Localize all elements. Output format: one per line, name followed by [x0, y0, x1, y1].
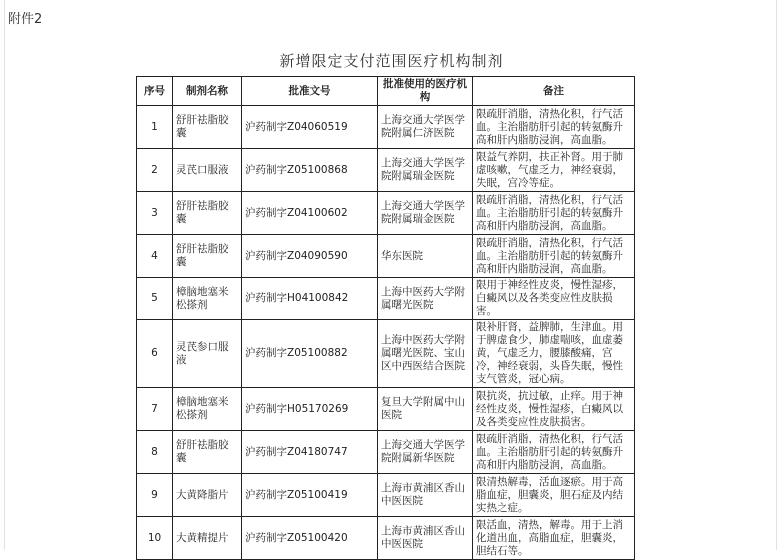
cell-note: 限用于神经性皮炎，慢性湿疹，白癜风以及各类变应性皮肤损害。 — [473, 278, 635, 320]
table-row — [137, 235, 635, 278]
table-row — [137, 388, 635, 431]
cell-note: 限疏肝消脂，清热化积，行气活血。主治脂肪肝引起的转氨酶升高和肝内脂肪浸润，高血脂。 — [473, 106, 635, 149]
cell-institution: 上海交通大学医学院附属仁济医院 — [378, 106, 473, 149]
cell-no: 1 — [137, 106, 173, 149]
cell-name: 灵芪口服液 — [173, 149, 242, 192]
cell-institution: 上海交通大学医学院附属瑞金医院 — [378, 149, 473, 192]
table-row — [137, 192, 635, 235]
header-no: 序号 — [137, 77, 173, 106]
cell-note: 限益气养阴，扶正补肾。用于肺虚咳嗽，气虚乏力，神经衰弱，失眠，宫冷等症。 — [473, 149, 635, 192]
header-institution: 批准使用的医疗机构 — [378, 77, 473, 106]
cell-note: 限清热解毒，活血逐瘀。用于高脂血症，胆囊炎，胆石症及内结实热之症。 — [473, 474, 635, 517]
header-note: 备注 — [473, 77, 635, 106]
cell-no: 8 — [137, 431, 173, 474]
cell-institution: 上海市黄浦区香山中医医院 — [378, 517, 473, 560]
cell-approval: 沪药制字Z04100602 — [242, 192, 378, 235]
cell-no: 10 — [137, 517, 173, 560]
table-row — [137, 517, 635, 560]
cell-no: 5 — [137, 278, 173, 320]
cell-institution: 上海交通大学医学院附属瑞金医院 — [378, 192, 473, 235]
table-header-row — [137, 77, 635, 106]
cell-approval: 沪药制字Z05100868 — [242, 149, 378, 192]
cell-no: 6 — [137, 320, 173, 388]
cell-note: 限活血，清热，解毒。用于上消化道出血，高脂血症，胆囊炎，胆结石等。 — [473, 517, 635, 560]
cell-no: 2 — [137, 149, 173, 192]
header-name: 制剂名称 — [173, 77, 242, 106]
cell-institution: 上海交通大学医学院附属新华医院 — [378, 431, 473, 474]
cell-name: 舒肝祛脂胶囊 — [173, 106, 242, 149]
formulary-table — [136, 76, 635, 560]
header-approval: 批准文号 — [242, 77, 378, 106]
table-row — [137, 431, 635, 474]
cell-institution: 上海市黄浦区香山中医医院 — [378, 474, 473, 517]
cell-approval: 沪药制字Z05100420 — [242, 517, 378, 560]
cell-note: 限抗炎，抗过敏，止痒。用于神经性皮炎，慢性湿疹，白癜风以及各类变应性皮肤损害。 — [473, 388, 635, 431]
cell-no: 7 — [137, 388, 173, 431]
cell-approval: 沪药制字Z04090590 — [242, 235, 378, 278]
cell-name: 大黄精提片 — [173, 517, 242, 560]
cell-name: 舒肝祛脂胶囊 — [173, 235, 242, 278]
cell-note: 限疏肝消脂，清热化积，行气活血。主治脂肪肝引起的转氨酶升高和肝内脂肪浸润，高血脂。 — [473, 235, 635, 278]
cell-institution: 复旦大学附属中山医院 — [378, 388, 473, 431]
cell-no: 9 — [137, 474, 173, 517]
cell-note: 限补肝肾，益脾肺，生津血。用于脾虚食少，肺虚喘咳，血虚萎黄，气虚乏力，腰膝酸痛，宫冷，神经衰弱，头昏失眠，慢性支气管炎，冠心病。 — [473, 320, 635, 388]
table-row — [137, 106, 635, 149]
cell-approval: 沪药制字H05170269 — [242, 388, 378, 431]
cell-name: 大黄降脂片 — [173, 474, 242, 517]
cell-approval: 沪药制字Z04060519 — [242, 106, 378, 149]
cell-approval: 沪药制字Z05100882 — [242, 320, 378, 388]
cell-name: 舒肝祛脂胶囊 — [173, 431, 242, 474]
table-row — [137, 149, 635, 192]
cell-name: 樟脑地塞米松搽剂 — [173, 278, 242, 320]
cell-approval: 沪药制字H04100842 — [242, 278, 378, 320]
cell-name: 舒肝祛脂胶囊 — [173, 192, 242, 235]
cell-approval: 沪药制字Z04180747 — [242, 431, 378, 474]
cell-name: 灵芪参口服液 — [173, 320, 242, 388]
cell-no: 4 — [137, 235, 173, 278]
cell-institution: 华东医院 — [378, 235, 473, 278]
cell-name: 樟脑地塞米松搽剂 — [173, 388, 242, 431]
table-row — [137, 320, 635, 388]
cell-note: 限疏肝消脂，清热化积，行气活血。主治脂肪肝引起的转氨酶升高和肝内脂肪浸润，高血脂。 — [473, 192, 635, 235]
cell-note: 限疏肝消脂，清热化积，行气活血。主治脂肪肝引起的转氨酶升高和肝内脂肪浸润，高血脂。 — [473, 431, 635, 474]
cell-institution: 上海中医药大学附属曙光医院、宝山区中西医结合医院 — [378, 320, 473, 388]
attachment-label: 附件2 — [8, 12, 43, 27]
table-row — [137, 474, 635, 517]
cell-institution: 上海中医药大学附属曙光医院 — [378, 278, 473, 320]
cell-no: 3 — [137, 192, 173, 235]
page-title: 新增限定支付范围医疗机构制剂 — [279, 52, 504, 70]
cell-approval: 沪药制字Z05100419 — [242, 474, 378, 517]
table-row — [137, 278, 635, 320]
